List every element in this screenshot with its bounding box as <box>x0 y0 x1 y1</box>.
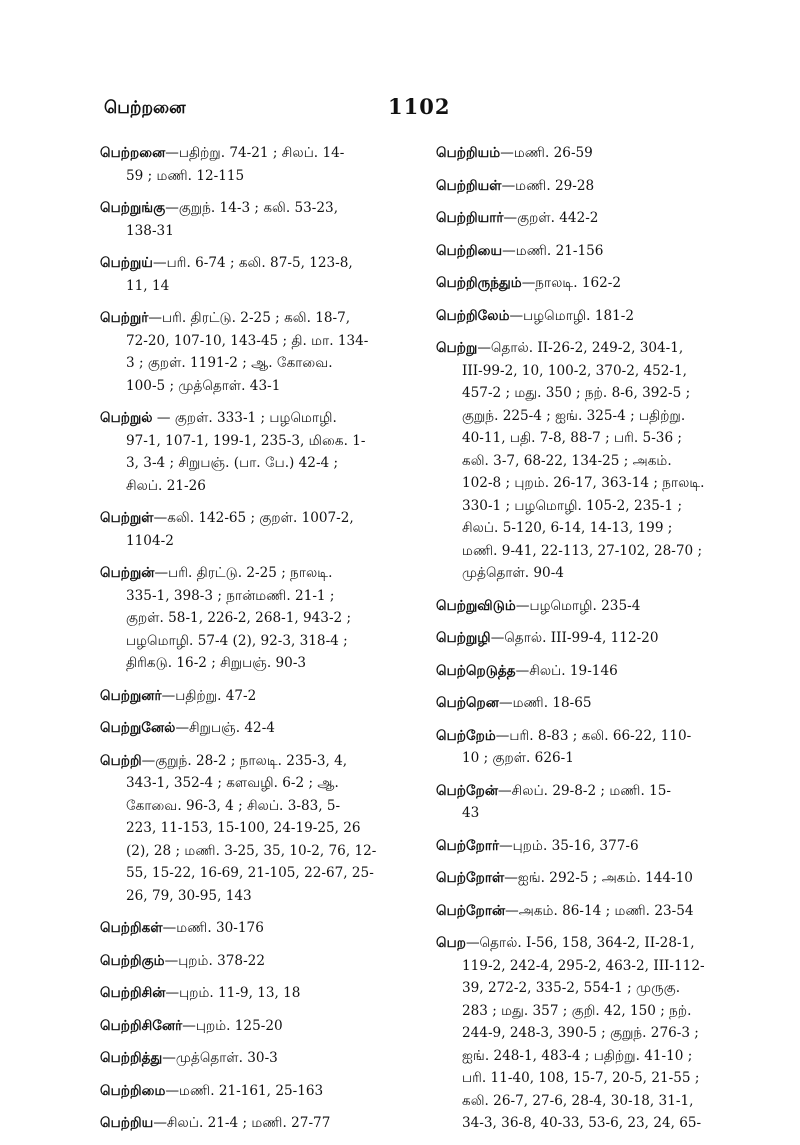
index-entry <box>100 717 408 740</box>
entry-headword: பெற்றுள் <box>100 510 154 526</box>
index-entry <box>436 780 736 825</box>
index-entry <box>100 407 408 497</box>
index-entry <box>436 595 736 618</box>
running-header-word: பெற்றனை <box>104 98 186 118</box>
entry-references: —கலி. 142-65 ; குறள். 1007-2, 1104-2 <box>126 510 354 549</box>
index-entry <box>100 1112 408 1135</box>
entry-headword: பெற்றனை <box>100 145 166 161</box>
entry-headword: பெற்றிகள் <box>100 920 163 936</box>
entry-headword: பெற்றி <box>100 752 142 769</box>
entry-references: —பரி. 6-74 ; கலி. 87-5, 123-8, 11, 14 <box>126 255 353 294</box>
entry-headword: பெற்றுவிடும் <box>436 597 516 614</box>
entry-headword: பெற்றோர் <box>436 837 500 854</box>
entry-references: —புறம். 378-22 <box>164 952 265 969</box>
index-entry <box>100 1047 408 1070</box>
entry-references: —மணி. 21-161, 25-163 <box>165 1082 324 1099</box>
index-entry <box>100 307 408 397</box>
entry-headword: பெற்றிகும் <box>100 952 165 969</box>
entry-headword: பெற்றுன் <box>100 565 155 581</box>
entry-references: —குறுந். 14-3 ; கலி. 53-23, 138-31 <box>126 200 339 239</box>
entry-headword: பெற்றிலேம் <box>436 307 510 324</box>
entry-headword: பெற்றோன் <box>436 902 506 919</box>
right-column <box>436 142 736 1145</box>
entry-headword: பெற்றுங்கு <box>100 200 166 216</box>
index-entry <box>436 692 736 715</box>
index-entry <box>100 950 408 973</box>
index-entry <box>436 240 736 263</box>
index-entry <box>100 685 408 708</box>
entry-headword: பெற்றியார் <box>436 210 504 226</box>
entry-references: —மணி. 30-176 <box>162 920 264 936</box>
entry-references: — குறள். 333-1 ; பழமொழி. 97-1, 107-1, 199-1, 235-3, மிகை. 1- 3, 3-4 ; சிறுபஞ். (பா. பே.) 42-4 ; சிலப். 21-26 <box>126 410 366 494</box>
index-entry <box>436 835 736 858</box>
entry-headword: பெற்றெடுத்த <box>436 662 516 679</box>
left-column <box>100 142 408 1145</box>
entry-references: —தொல். III-99-4, 112-20 <box>490 630 659 646</box>
entry-references: —புறம். 125-20 <box>182 1017 283 1034</box>
index-entry <box>100 1080 408 1103</box>
index-entry <box>100 750 408 908</box>
page-number: 1102 <box>388 94 451 119</box>
entry-headword: பெற்றிசின் <box>100 985 166 1001</box>
index-entry <box>100 252 408 297</box>
entry-references: —மணி. 29-28 <box>501 177 595 194</box>
entry-headword: பெற்றிசினேர் <box>100 1017 183 1034</box>
entry-headword: பெற்றுழி <box>436 630 491 646</box>
index-entry <box>436 867 736 890</box>
entry-references: —ஐங். 292-5 ; அகம். 144-10 <box>504 870 693 886</box>
entry-references: —குறுந். 28-2 ; நாலடி. 235-3, 4, 343-1, 352-4 ; களவழி. 6-2 ; ஆ. கோவை. 96-3, 4 ; சிலப். 3-83, 5- 223, 11-153, 15-100, 24-19-25, 26 (2), 28 ; மணி. 3-25, 35, 10-2, 76, 12- 55, 15-22, 16-69, 21-105, 22-67, 25- 26, 79, 30-95, 143 <box>126 752 377 904</box>
entry-references: —முத்தொள். 30-3 <box>162 1050 278 1066</box>
entry-references: —புறம். 11-9, 13, 18 <box>165 985 301 1001</box>
entry-headword: பெற <box>436 935 466 951</box>
entry-headword: பெற்றியம் <box>436 145 501 161</box>
index-entry <box>436 207 736 230</box>
entry-headword: பெற்றுனர் <box>100 687 162 704</box>
entry-references: —குறள். 442-2 <box>503 210 599 226</box>
index-entry <box>436 932 736 1135</box>
entry-references: —பரி. திரட்டு. 2-25 ; கலி. 18-7, 72-20, 107-10, 143-45 ; தி. மா. 134- 3 ; குறள். 1191-2 ; ஆ. கோவை. 100-5 ; முத்தொள். 43-1 <box>126 310 369 394</box>
index-entry <box>436 142 736 165</box>
entry-headword: பெற்றேம் <box>436 727 496 744</box>
entry-references: —பதிற்று. 74-21 ; சிலப். 14- 59 ; மணி. 12-115 <box>126 145 345 184</box>
entry-references: —பழமொழி. 181-2 <box>509 307 635 324</box>
entry-references: —சிறுபஞ். 42-4 <box>175 720 275 736</box>
index-entry <box>100 507 408 552</box>
index-entry <box>100 917 408 940</box>
index-entry <box>100 197 408 242</box>
index-entry <box>100 142 408 187</box>
entry-headword: பெற்றுர் <box>100 310 149 326</box>
entry-headword: பெற்றுல் <box>100 410 153 426</box>
index-entry <box>436 337 736 585</box>
entry-headword: பெற்றுய் <box>100 255 153 271</box>
entry-references: —பரி. திரட்டு. 2-25 ; நாலடி. 335-1, 398-3 ; நான்மணி. 21-1 ; குறள். 58-1, 226-2, 268-1, 943-2 ; பழமொழி. 57-4 (2), 92-3, 318-4 ; திரிகடு. 16-2 ; சிறுபஞ். 90-3 <box>126 565 352 671</box>
entry-references: —தொல். I-56, 158, 364-2, II-28-1, 119-2, 242-4, 295-2, 463-2, III-112- 39, 272-2, 335-2, 554-1 ; முருகு. 283 ; மது. 357 ; குறி. 42, 150 ; நற். 244-9, 248-3, 390-5 ; குறுந். 276-3 ; ஐங். 248-1, 483-4 ; பதிற்று. 41-10 ; பரி. 11-40, 108, 15-7, 20-5, 21-55 ; கலி. 26-7, 27-6, 28-4, 30-18, 31-1, 34-3, 36-8, 40-33, 53-6, 23, 24, 65- <box>462 935 705 1131</box>
entry-references: —நாலடி. 162-2 <box>521 275 622 291</box>
index-entry <box>436 305 736 328</box>
index-entry <box>436 900 736 923</box>
entry-headword: பெற்று <box>436 340 478 356</box>
entry-references: —தொல். II-26-2, 249-2, 304-1, III-99-2, 10, 100-2, 370-2, 452-1, 457-2 ; மது. 350 ; நற். 8-6, 392-5 ; குறுந். 225-4 ; ஐங். 325-4 ; பதிற்று. 40-11, பதி. 7-8, 88-7 ; பரி. 5-36 ; கலி. 3-7, 68-22, 134-25 ; அகம். 102-8 ; புறம். 26-17, 363-14 ; நாலடி. 330-1 ; பழமொழி. 105-2, 235-1 ; சிலப். 5-120, 6-14, 14-13, 199 ; மணி. 9-41, 22-113, 27-102, 28-70 ; முத்தொள். 90-4 <box>462 340 705 581</box>
entry-references: —மணி. 18-65 <box>498 695 592 711</box>
index-entry <box>436 660 736 683</box>
entry-headword: பெற்றுனேல் <box>100 720 176 736</box>
index-entry <box>436 175 736 198</box>
entry-references: —புறம். 35-16, 377-6 <box>499 837 639 854</box>
entry-headword: பெற்றோள் <box>436 870 505 886</box>
index-entry <box>436 627 736 650</box>
entry-references: —மணி. 26-59 <box>500 145 593 161</box>
entry-references: —சிலப். 21-4 ; மணி. 27-77 <box>153 1115 331 1131</box>
entry-references: —பரி. 8-83 ; கலி. 66-22, 110- 10 ; குறள். 626-1 <box>462 727 692 766</box>
index-entry <box>100 982 408 1005</box>
index-entry <box>100 562 408 675</box>
entry-headword: பெற்றியை <box>436 242 503 259</box>
entry-headword: பெற்றிய <box>100 1115 154 1131</box>
entry-references: —சிலப். 29-8-2 ; மணி. 15- 43 <box>462 782 672 821</box>
entry-references: —பழமொழி. 235-4 <box>515 597 641 614</box>
entry-headword: பெற்றிமை <box>100 1082 166 1099</box>
index-entry <box>436 725 736 770</box>
entry-headword: பெற்றித்து <box>100 1050 163 1066</box>
entry-headword: பெற்றிருந்தும் <box>436 275 522 291</box>
entry-references: —பதிற்று. 47-2 <box>161 687 257 704</box>
entry-headword: பெற்றேன் <box>436 782 499 799</box>
entry-references: —அகம். 86-14 ; மணி. 23-54 <box>505 902 694 919</box>
entry-references: —மணி. 21-156 <box>502 242 604 259</box>
index-entry <box>436 272 736 295</box>
index-entry <box>100 1015 408 1038</box>
entry-references: —சிலப். 19-146 <box>515 662 618 679</box>
entry-headword: பெற்றியள் <box>436 177 502 194</box>
entry-headword: பெற்றென <box>436 695 499 711</box>
